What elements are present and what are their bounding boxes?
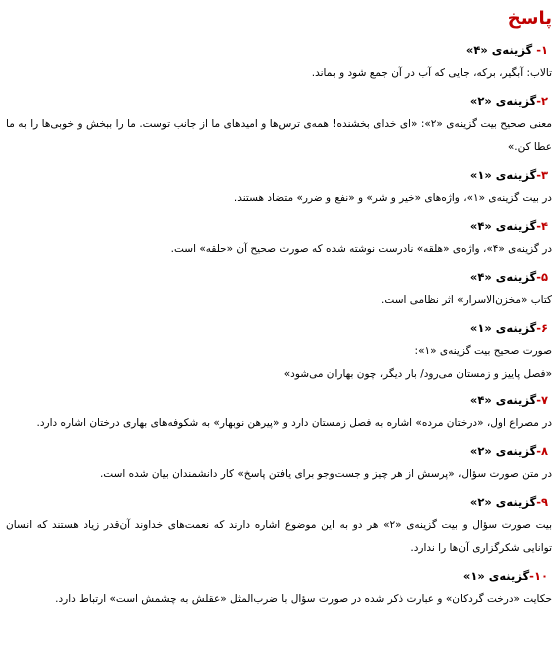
explanation (6, 340, 554, 386)
answer-heading (6, 492, 554, 512)
answer-item-10 (6, 566, 554, 611)
question-number: ۷- (536, 393, 548, 407)
chosen-option: گزینه‌ی «۴» (469, 219, 537, 233)
chosen-option: گزینه‌ی «۲» (469, 495, 537, 509)
page-title: پاسخ (507, 8, 552, 29)
answer-heading (6, 318, 554, 338)
answer-item-1 (6, 40, 554, 85)
explanation: در متن صورت سؤال، «پرسش از هر چیز و جست‌وجو برای یافتن پاسخ» کار دانشمندان بیان شده است. (99, 468, 552, 480)
explanation: در گزینه‌ی «۴»، واژه‌ی «هلقه» نادرست نوشته شده که صورت صحیح آن «حلقه» است. (170, 243, 552, 255)
explanation: بیت صورت سؤال و بیت گزینه‌ی «۲» هر دو به این موضوع اشاره دارند که نعمت‌های خداوند آن‌قدر زیاد هستند که انسان توانایی شکرگزاری آن‌ها را ندارد. (6, 519, 552, 554)
question-number: ۸- (536, 444, 548, 458)
answer-item-7 (6, 390, 554, 435)
answer-item-9 (6, 492, 554, 560)
question-number: ۲- (536, 94, 548, 108)
explanation: تالاب: آبگیر، برکه، جایی که آب در آن جمع شود و بماند. (311, 67, 552, 79)
question-number: ۵- (536, 270, 548, 284)
chosen-option: گزینه‌ی «۱» (462, 569, 530, 583)
explanation: در بیت گزینه‌ی «۱»، واژه‌های «خیر و شر» و «نفع و ضرر» متضاد هستند. (233, 192, 552, 204)
answer-heading (6, 441, 554, 461)
answer-heading (6, 216, 554, 236)
explanation: کتاب «مخزن‌الاسرار» اثر نظامی است. (381, 294, 552, 306)
verse-line: «فصل پاییز و زمستان می‌رود/ بار دیگر، چون بهاران می‌شود» (283, 368, 552, 380)
explanation: در مصراع اول، «درختان مرده» اشاره به فصل زمستان دارد و «پیرهن نوبهار» به شکوفه‌های بهاری درختان اشاره دارد. (36, 417, 552, 429)
chosen-option: گزینه‌ی «۴» (469, 270, 537, 284)
question-number: ۴- (536, 219, 548, 233)
answer-item-4 (6, 216, 554, 261)
answer-heading (6, 165, 554, 185)
question-number: ۹- (536, 495, 548, 509)
explanation: حکایت «درخت گردکان» و عبارت ذکر شده در صورت سؤال با ضرب‌المثل «عقلش به چشمش است» ارتباط دارد. (55, 593, 552, 605)
question-number: ۳- (536, 168, 548, 182)
question-number: ۱۰- (529, 569, 548, 583)
chosen-option: گزینه‌ی «۴» (465, 43, 537, 57)
answer-heading (6, 40, 554, 60)
answer-item-3 (6, 165, 554, 210)
explanation: معنی صحیح بیت گزینه‌ی «۲»: «ای خدای بخشنده! همه‌ی ترس‌ها و امیدهای ما از جانب توست. ما را ببخش و خوبی‌ها را به ما عطا کن.» (6, 118, 552, 153)
answer-heading (6, 267, 554, 287)
answer-item-5 (6, 267, 554, 312)
question-number: ۶- (536, 321, 548, 335)
answer-item-6 (6, 318, 554, 386)
question-number: ۱- (536, 43, 548, 57)
answer-heading (6, 91, 554, 111)
answer-item-2 (6, 91, 554, 159)
chosen-option: گزینه‌ی «۲» (469, 94, 537, 108)
answer-heading (6, 390, 554, 410)
chosen-option: گزینه‌ی «۲» (469, 444, 537, 458)
answer-item-8 (6, 441, 554, 486)
explanation-line: صورت صحیح بیت گزینه‌ی «۱»: (414, 345, 552, 357)
chosen-option: گزینه‌ی «۱» (469, 321, 537, 335)
chosen-option: گزینه‌ی «۱» (469, 168, 537, 182)
answer-heading (6, 566, 554, 586)
chosen-option: گزینه‌ی «۴» (469, 393, 537, 407)
